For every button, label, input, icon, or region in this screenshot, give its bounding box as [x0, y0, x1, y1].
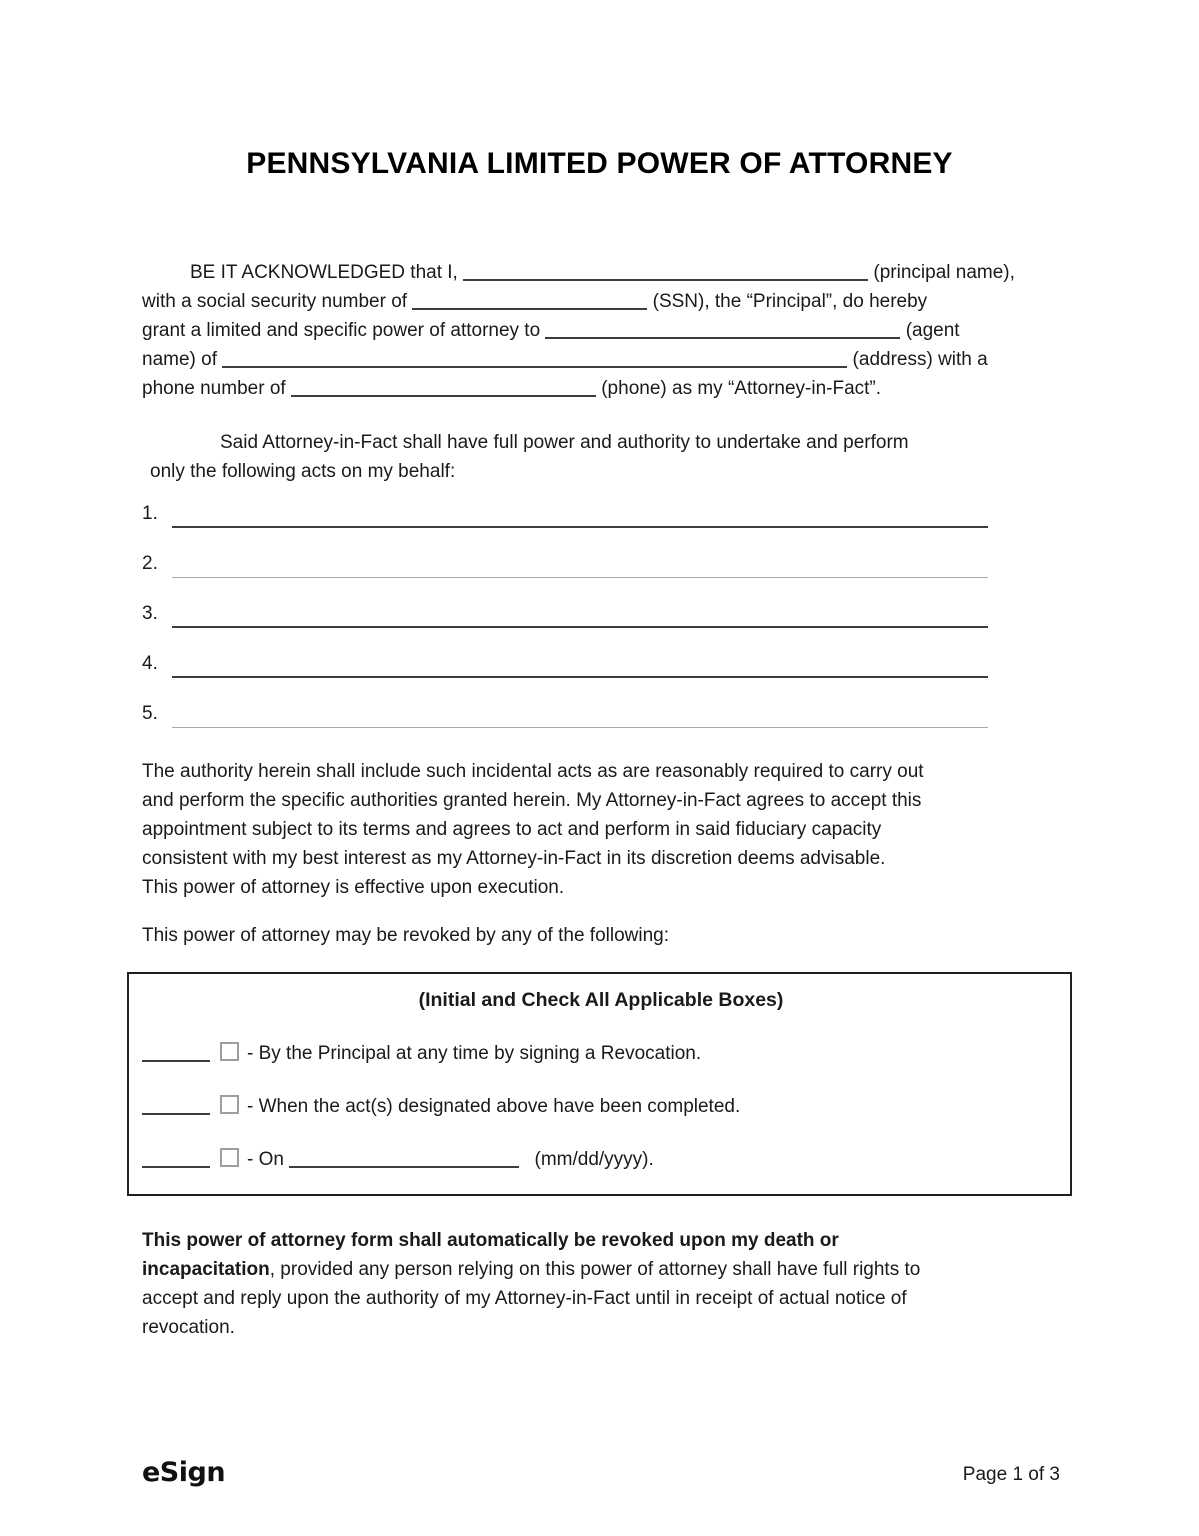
- act-blank-line[interactable]: [172, 711, 988, 728]
- text-run: (address) with a: [847, 349, 988, 370]
- checkbox[interactable]: [220, 1042, 239, 1061]
- page-number: Page 1 of 3: [962, 1464, 1060, 1485]
- revocation-intro-line: This power of attorney may be revoked by any of the following:: [142, 925, 669, 946]
- blank-line[interactable]: [412, 288, 647, 310]
- text-run: incapacitation: [142, 1259, 270, 1280]
- revocation-option-date: [142, 1145, 1060, 1174]
- authority-line: and perform the specific authorities granted herein. My Attorney-in-Fact agrees to accept this: [142, 790, 922, 811]
- authority-line: This power of attorney is effective upon execution.: [142, 877, 565, 898]
- act-blank-line[interactable]: [172, 660, 988, 678]
- appointment-line: only the following acts on my behalf:: [150, 461, 456, 482]
- blank-line[interactable]: [545, 317, 900, 339]
- act-blank-line[interactable]: [172, 510, 988, 528]
- checkbox[interactable]: [220, 1095, 239, 1114]
- authority-line: consistent with my best interest as my Attorney-in-Fact in its discretion deems advisable.: [142, 848, 886, 869]
- text-run: , provided any person relying on this power of attorney shall have full rights to: [269, 1259, 921, 1280]
- blank-line[interactable]: [289, 1146, 519, 1168]
- intro-paragraph: [142, 258, 1060, 403]
- text-run: This power of attorney form shall automatically be revoked upon my death or: [142, 1230, 839, 1251]
- text-run: revocation.: [142, 1317, 235, 1338]
- act-number: 1.: [142, 503, 158, 524]
- appointment-paragraph: [150, 428, 1060, 486]
- termination-line: [142, 1255, 1060, 1284]
- text-run: phone number of: [142, 378, 291, 399]
- revocation-box-heading: (Initial and Check All Applicable Boxes): [418, 989, 784, 1011]
- blank-line[interactable]: [142, 1040, 210, 1062]
- termination-paragraph: [142, 1226, 1060, 1342]
- text-run: (mm/dd/yyyy).: [529, 1149, 654, 1170]
- revocation-option-principal: [142, 1039, 1060, 1068]
- blank-line[interactable]: [222, 346, 847, 368]
- act-number: 5.: [142, 703, 158, 724]
- blank-line[interactable]: [142, 1093, 210, 1115]
- authority-line: appointment subject to its terms and agrees to act and perform in said fiduciary capacity: [142, 819, 882, 840]
- act-blank-line[interactable]: [172, 610, 988, 628]
- text-run: (principal name),: [868, 262, 1015, 283]
- text-run: - On: [247, 1149, 290, 1170]
- text-run: - When the act(s) designated above have been completed.: [247, 1096, 741, 1117]
- intro-line: [142, 258, 1060, 287]
- text-run: (phone) as my “Attorney-in-Fact”.: [595, 378, 882, 399]
- termination-line: [142, 1284, 1060, 1313]
- revocation-option-acts-completed: [142, 1092, 1060, 1121]
- blank-line[interactable]: [463, 259, 868, 281]
- act-blank-line[interactable]: [172, 561, 988, 578]
- intro-line: [142, 316, 1060, 345]
- text-run: - By the Principal at any time by signing a Revocation.: [247, 1043, 702, 1064]
- act-item-3: [142, 603, 988, 628]
- blank-line[interactable]: [142, 1146, 210, 1168]
- appointment-line: Said Attorney-in-Fact shall have full power and authority to undertake and perform: [220, 432, 909, 453]
- checkbox[interactable]: [220, 1148, 239, 1167]
- acts-list: [142, 503, 988, 728]
- revocation-intro: [142, 921, 1060, 950]
- blank-line[interactable]: [291, 375, 596, 397]
- text-run: (agent: [900, 320, 960, 341]
- page-title: PENNSYLVANIA LIMITED POWER OF ATTORNEY: [246, 147, 953, 180]
- authority-line: The authority herein shall include such incidental acts as are reasonably required to carry out: [142, 761, 924, 782]
- intro-line: [142, 374, 1060, 403]
- text-run: with a social security number of: [142, 291, 413, 312]
- termination-line: [142, 1313, 1060, 1342]
- act-item-5: [142, 703, 988, 728]
- act-number: 2.: [142, 553, 158, 574]
- act-item-1: [142, 503, 988, 528]
- act-number: 3.: [142, 603, 158, 624]
- intro-line: [142, 287, 1060, 316]
- page-footer: [142, 1457, 1060, 1489]
- revocation-box: [127, 972, 1072, 1196]
- act-item-4: [142, 653, 988, 678]
- termination-line: [142, 1226, 1060, 1255]
- intro-line: [142, 345, 1060, 374]
- text-run: grant a limited and specific power of attorney to: [142, 320, 546, 341]
- act-item-2: [142, 553, 988, 578]
- act-number: 4.: [142, 653, 158, 674]
- text-run: name) of: [142, 349, 223, 370]
- text-run: accept and reply upon the authority of my Attorney-in-Fact until in receipt of actual notice of: [142, 1288, 907, 1309]
- text-run: BE IT ACKNOWLEDGED that I,: [190, 262, 464, 283]
- esign-logo: eSign: [142, 1457, 226, 1488]
- authority-paragraph: [142, 757, 1060, 902]
- text-run: (SSN), the “Principal”, do hereby: [647, 291, 928, 312]
